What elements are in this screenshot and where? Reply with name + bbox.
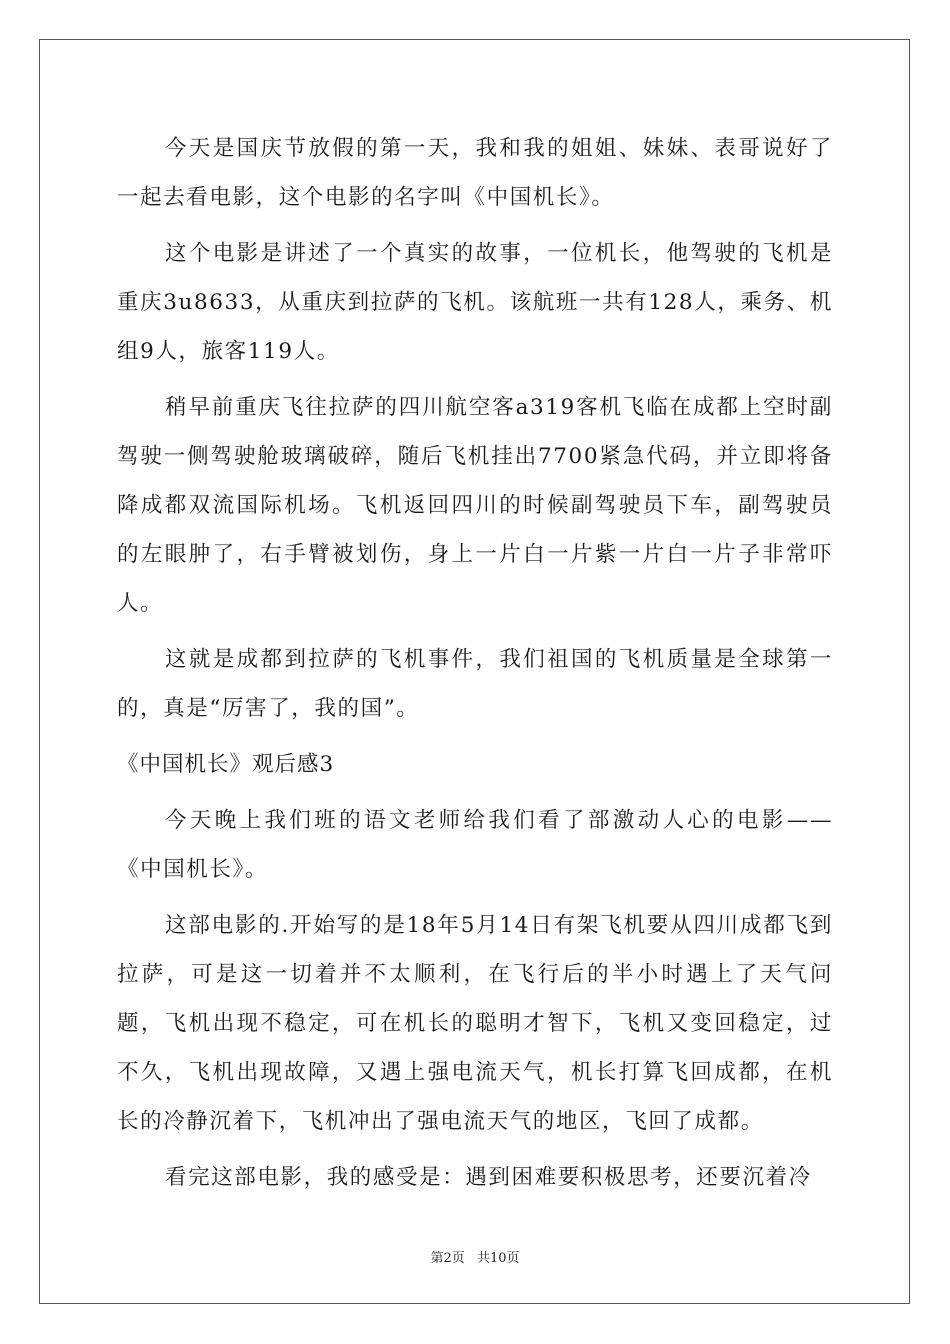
paragraph-4: 这就是成都到拉萨的飞机事件，我们祖国的飞机质量是全球第一的，真是“厉害了，我的国”。: [117, 647, 833, 721]
page-number: 第2页: [430, 1251, 465, 1266]
section-heading: 《中国机长》观后感3: [117, 752, 335, 777]
paragraph-5: 今天晚上我们班的语文老师给我们看了部激动人心的电影——《中国机长》。: [117, 808, 833, 882]
document-body: [117, 124, 833, 1209]
page-total: 共10页: [476, 1251, 520, 1266]
page-footer: [0, 1247, 950, 1266]
paragraph-2: 这个电影是讲述了一个真实的故事，一位机长，他驾驶的飞机是重庆3u8633，从重庆到拉萨的飞机。该航班一共有128人，乘务、机组9人，旅客119人。: [117, 241, 833, 364]
paragraph-1: 今天是国庆节放假的第一天，我和我的姐姐、妹妹、表哥说好了一起去看电影，这个电影的名字叫《中国机长》。: [117, 136, 833, 210]
paragraph-7: 看完这部电影，我的感受是：遇到困难要积极思考，还要沉着冷: [165, 1165, 812, 1190]
paragraph-3: 稍早前重庆飞往拉萨的四川航空客a319客机飞临在成都上空时副驾驶一侧驾驶舱玻璃破碎，随后飞机挂出7700紧急代码，并立即将备降成都双流国际机场。飞机返回四川的时候副驾驶员下车，副驾驶员的左眼肿了，右手臂被划伤，身上一片白一片紫一片白一片子非常吓人。: [117, 395, 833, 616]
paragraph-6: 这部电影的.开始写的是18年5月14日有架飞机要从四川成都飞到拉萨，可是这一切着并不太顺利，在飞行后的半小时遇上了天气问题，飞机出现不稳定，可在机长的聪明才智下，飞机又变回稳定，过不久，飞机出现故障，又遇上强电流天气，机长打算飞回成都，在机长的冷静沉着下，飞机冲出了强电流天气的地区，飞回了成都。: [117, 913, 833, 1134]
